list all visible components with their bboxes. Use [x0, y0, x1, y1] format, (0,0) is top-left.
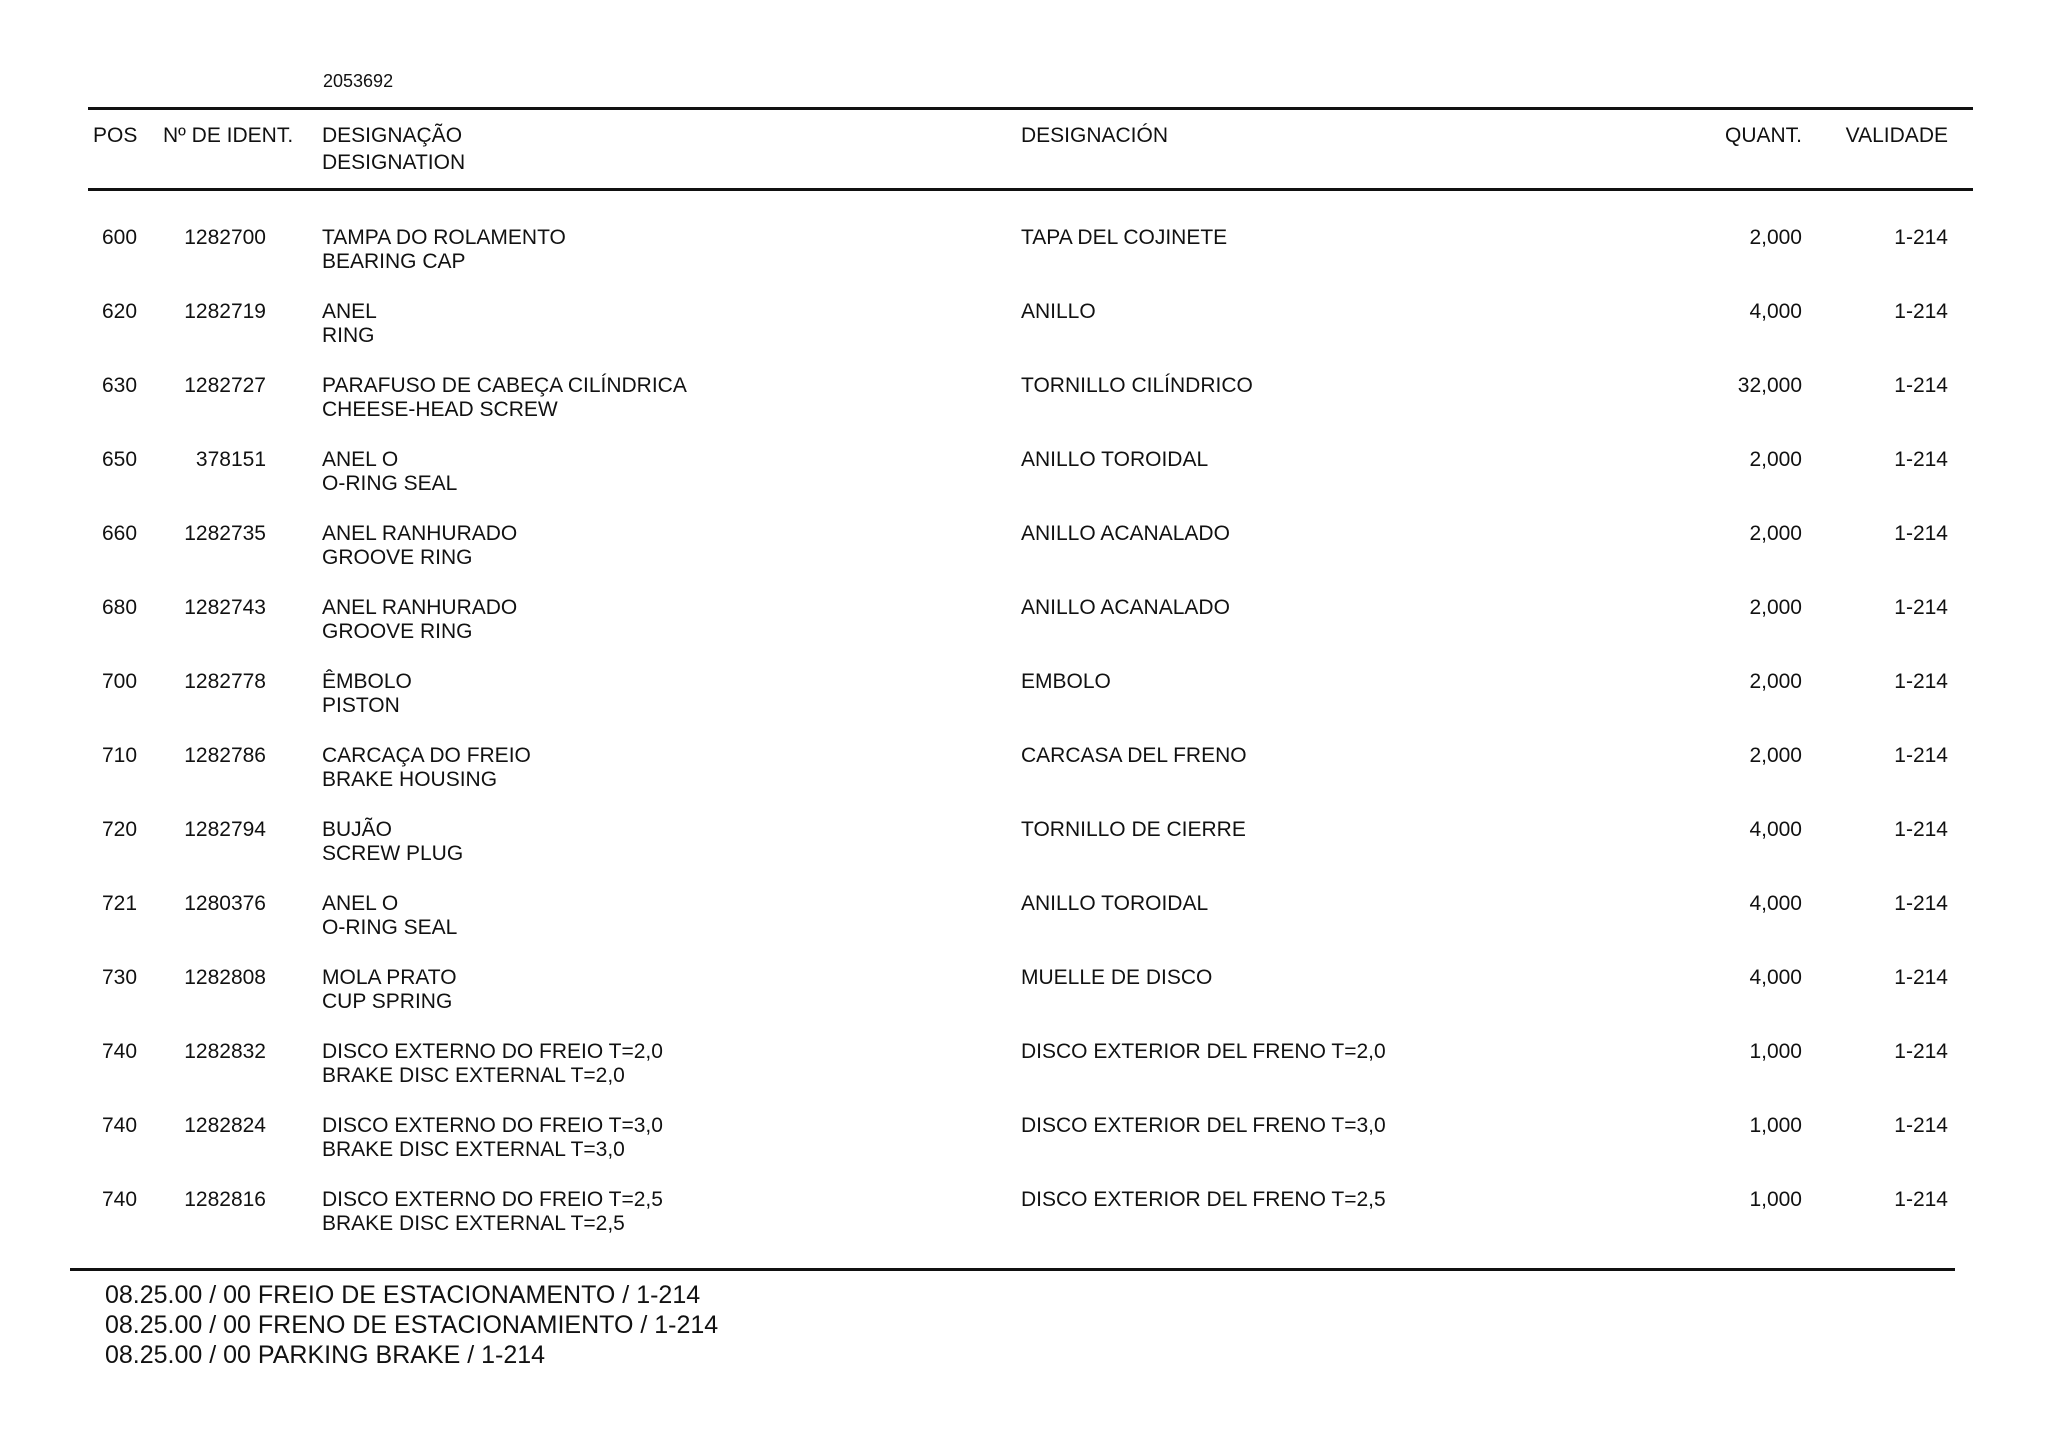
- row-quantity: 4,000: [1749, 966, 1802, 989]
- row-ident: 1282778: [184, 670, 266, 693]
- row-quantity: 2,000: [1749, 744, 1802, 767]
- row-designation-pt: ÊMBOLO: [322, 670, 412, 693]
- row-pos: 620: [102, 300, 138, 323]
- row-pos: 680: [102, 596, 138, 619]
- row-designation: [322, 818, 463, 866]
- header-designation: [322, 122, 465, 176]
- row-designation: [322, 1188, 663, 1236]
- row-pos: 720: [102, 818, 138, 841]
- table-row: [0, 444, 2048, 518]
- header-pos: POS: [93, 124, 138, 147]
- row-validity: 1-214: [1894, 1114, 1948, 1137]
- table-row: [0, 296, 2048, 370]
- row-ident: 1282808: [184, 966, 266, 989]
- row-designation-es: TORNILLO CILÍNDRICO: [1021, 374, 1253, 397]
- row-quantity: 2,000: [1749, 522, 1802, 545]
- row-designation: [322, 670, 412, 718]
- row-designation-es: TORNILLO DE CIERRE: [1021, 818, 1246, 841]
- row-validity: 1-214: [1894, 448, 1948, 471]
- row-ident: 1282786: [184, 744, 266, 767]
- row-designation-es: ANILLO ACANALADO: [1021, 596, 1230, 619]
- row-quantity: 2,000: [1749, 226, 1802, 249]
- header-designation-pt: DESIGNAÇÃO: [322, 124, 463, 147]
- table-row: [0, 962, 2048, 1036]
- row-pos: 721: [102, 892, 138, 915]
- row-pos: 730: [102, 966, 138, 989]
- table-header: [0, 122, 2048, 182]
- row-designation-pt: DISCO EXTERNO DO FREIO T=3,0: [322, 1114, 663, 1137]
- row-pos: 740: [102, 1114, 138, 1137]
- header-designation-en: DESIGNATION: [322, 151, 466, 174]
- row-validity: 1-214: [1894, 744, 1948, 767]
- row-designation: [322, 596, 517, 644]
- row-ident: 1282794: [184, 818, 266, 841]
- table-row: [0, 814, 2048, 888]
- row-designation-pt: ANEL O: [322, 448, 399, 471]
- row-validity: 1-214: [1894, 226, 1948, 249]
- row-quantity: 4,000: [1749, 892, 1802, 915]
- row-validity: 1-214: [1894, 300, 1948, 323]
- row-designation: [322, 374, 687, 422]
- row-designation: [322, 522, 517, 570]
- row-quantity: 2,000: [1749, 448, 1802, 471]
- row-designation-en: O-RING SEAL: [322, 472, 458, 495]
- row-ident: 378151: [195, 448, 266, 471]
- table-row: [0, 518, 2048, 592]
- header-validity: VALIDADE: [1845, 124, 1948, 147]
- header-rule: [88, 188, 1973, 191]
- row-designation-en: SCREW PLUG: [322, 842, 464, 865]
- row-designation-pt: ANEL O: [322, 892, 399, 915]
- table-row: [0, 370, 2048, 444]
- row-quantity: 32,000: [1737, 374, 1802, 397]
- row-designation-es: ANILLO ACANALADO: [1021, 522, 1230, 545]
- row-pos: 740: [102, 1188, 138, 1211]
- row-ident: 1282824: [184, 1114, 266, 1137]
- row-designation-es: ANILLO TOROIDAL: [1021, 448, 1209, 471]
- row-validity: 1-214: [1894, 892, 1948, 915]
- row-designation-en: O-RING SEAL: [322, 916, 458, 939]
- row-designation: [322, 966, 457, 1014]
- row-designation-en: BRAKE DISC EXTERNAL T=2,0: [322, 1064, 625, 1087]
- row-ident: 1282727: [184, 374, 266, 397]
- row-quantity: 4,000: [1749, 300, 1802, 323]
- row-ident: 1282735: [184, 522, 266, 545]
- row-designation-es: DISCO EXTERIOR DEL FRENO T=2,0: [1021, 1040, 1386, 1063]
- row-quantity: 1,000: [1749, 1188, 1802, 1211]
- table-row: [0, 222, 2048, 296]
- row-designation-pt: DISCO EXTERNO DO FREIO T=2,5: [322, 1188, 663, 1211]
- row-designation-es: CARCASA DEL FRENO: [1021, 744, 1247, 767]
- footer-line-pt: 08.25.00 / 00 FREIO DE ESTACIONAMENTO / 1-214: [105, 1281, 701, 1309]
- row-quantity: 1,000: [1749, 1040, 1802, 1063]
- table-row: [0, 592, 2048, 666]
- row-designation-es: MUELLE DE DISCO: [1021, 966, 1213, 989]
- row-pos: 630: [102, 374, 138, 397]
- row-designation: [322, 1114, 663, 1162]
- footer-line-es: 08.25.00 / 00 FRENO DE ESTACIONAMIENTO / 1-214: [105, 1311, 719, 1339]
- row-designation-es: DISCO EXTERIOR DEL FRENO T=3,0: [1021, 1114, 1386, 1137]
- row-designation-en: GROOVE RING: [322, 546, 473, 569]
- table-row: [0, 1110, 2048, 1184]
- row-designation-pt: BUJÃO: [322, 818, 393, 841]
- row-designation-es: DISCO EXTERIOR DEL FRENO T=2,5: [1021, 1188, 1386, 1211]
- row-designation: [322, 226, 566, 274]
- bottom-rule: [70, 1268, 1955, 1271]
- row-designation-pt: CARCAÇA DO FREIO: [322, 744, 531, 767]
- row-pos: 710: [102, 744, 138, 767]
- footer: [105, 1280, 718, 1370]
- row-validity: 1-214: [1894, 818, 1948, 841]
- row-quantity: 2,000: [1749, 670, 1802, 693]
- row-designation-pt: PARAFUSO DE CABEÇA CILÍNDRICA: [322, 374, 687, 397]
- row-designation-pt: ANEL RANHURADO: [322, 522, 518, 545]
- row-designation-pt: DISCO EXTERNO DO FREIO T=2,0: [322, 1040, 663, 1063]
- table-row: [0, 1036, 2048, 1110]
- row-designation-es: EMBOLO: [1021, 670, 1111, 693]
- row-validity: 1-214: [1894, 1188, 1948, 1211]
- row-designation-pt: ANEL RANHURADO: [322, 596, 518, 619]
- row-validity: 1-214: [1894, 596, 1948, 619]
- table-row: [0, 1184, 2048, 1258]
- row-designation-es: ANILLO: [1021, 300, 1096, 323]
- row-designation-en: BRAKE DISC EXTERNAL T=3,0: [322, 1138, 625, 1161]
- row-pos: 650: [102, 448, 138, 471]
- row-pos: 740: [102, 1040, 138, 1063]
- row-designation-en: BRAKE DISC EXTERNAL T=2,5: [322, 1212, 625, 1235]
- header-quantity: QUANT.: [1724, 124, 1802, 147]
- row-pos: 660: [102, 522, 138, 545]
- row-ident: 1282700: [184, 226, 266, 249]
- parts-table: [0, 222, 2048, 1258]
- row-validity: 1-214: [1894, 1040, 1948, 1063]
- document-number: 2053692: [323, 71, 394, 91]
- row-quantity: 4,000: [1749, 818, 1802, 841]
- row-designation: [322, 300, 377, 348]
- row-designation: [322, 1040, 663, 1088]
- table-row: [0, 666, 2048, 740]
- footer-line-en: 08.25.00 / 00 PARKING BRAKE / 1-214: [105, 1341, 546, 1369]
- row-validity: 1-214: [1894, 522, 1948, 545]
- row-designation-en: BRAKE HOUSING: [322, 768, 498, 791]
- row-designation-pt: TAMPA DO ROLAMENTO: [322, 226, 566, 249]
- row-designation-pt: ANEL: [322, 300, 377, 323]
- header-designation-es: DESIGNACIÓN: [1021, 124, 1169, 147]
- row-quantity: 1,000: [1749, 1114, 1802, 1137]
- table-row: [0, 888, 2048, 962]
- table-row: [0, 740, 2048, 814]
- row-pos: 700: [102, 670, 138, 693]
- row-validity: 1-214: [1894, 670, 1948, 693]
- row-designation-en: GROOVE RING: [322, 620, 473, 643]
- row-ident: 1282743: [184, 596, 266, 619]
- row-designation: [322, 892, 457, 940]
- row-ident: 1282832: [184, 1040, 266, 1063]
- row-designation-en: BEARING CAP: [322, 250, 466, 273]
- row-designation-es: TAPA DEL COJINETE: [1021, 226, 1228, 249]
- row-validity: 1-214: [1894, 966, 1948, 989]
- row-designation: [322, 744, 531, 792]
- row-designation-en: RING: [322, 324, 375, 347]
- row-ident: 1282816: [184, 1188, 266, 1211]
- row-designation-en: CHEESE-HEAD SCREW: [322, 398, 558, 421]
- row-validity: 1-214: [1894, 374, 1948, 397]
- row-designation-en: CUP SPRING: [322, 990, 453, 1013]
- row-ident: 1282719: [184, 300, 266, 323]
- row-designation: [322, 448, 457, 496]
- header-ident: Nº DE IDENT.: [163, 124, 294, 147]
- row-pos: 600: [102, 226, 138, 249]
- row-quantity: 2,000: [1749, 596, 1802, 619]
- top-rule: [88, 107, 1973, 110]
- row-ident: 1280376: [184, 892, 266, 915]
- row-designation-es: ANILLO TOROIDAL: [1021, 892, 1209, 915]
- row-designation-pt: MOLA PRATO: [322, 966, 457, 989]
- row-designation-en: PISTON: [322, 694, 400, 717]
